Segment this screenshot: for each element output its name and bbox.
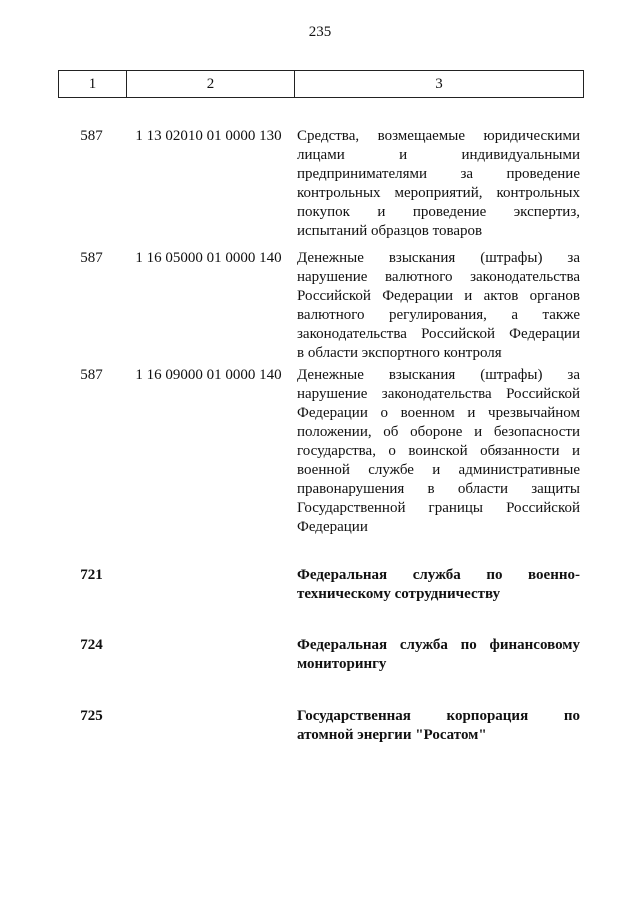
column-header-row xyxy=(59,71,584,98)
column-header-table xyxy=(58,70,584,98)
description-line: Российской Федерации и актов органов xyxy=(297,288,580,304)
column-header-2: 2 xyxy=(127,71,295,98)
agency-name xyxy=(297,707,580,745)
revenue-code: 1 16 05000 01 0000 140 xyxy=(135,250,282,266)
revenue-description xyxy=(297,127,580,241)
page-number: 235 xyxy=(308,24,332,40)
admin-code: 724 xyxy=(80,637,103,653)
revenue-code: 1 13 02010 01 0000 130 xyxy=(135,128,282,144)
agency-name-line: мониторингу xyxy=(297,656,387,672)
description-line: испытаний образцов товаров xyxy=(297,223,483,239)
agency-name-line: Федеральная служба по военно- xyxy=(297,567,580,583)
admin-code: 587 xyxy=(80,250,103,266)
description-line: положении, об обороне и безопасности xyxy=(297,424,580,440)
description-line: правонарушения в области защиты xyxy=(297,481,580,497)
description-line: валютного регулирования, а также xyxy=(297,307,580,323)
description-line: Федерации о военном и чрезвычайном xyxy=(297,405,580,421)
description-line: лицами и индивидуальными xyxy=(297,147,580,163)
admin-code: 587 xyxy=(80,128,103,144)
admin-code: 725 xyxy=(80,708,103,724)
description-line: Средства, возмещаемые юридическими xyxy=(297,128,580,144)
agency-name xyxy=(297,636,580,674)
agency-name-line: техническому сотрудничеству xyxy=(297,586,501,602)
description-line: нарушение валютного законодательства xyxy=(297,269,580,285)
description-line: Денежные взыскания (штрафы) за xyxy=(297,250,580,266)
admin-code: 587 xyxy=(80,367,103,383)
revenue-description xyxy=(297,249,580,363)
agency-name xyxy=(297,566,580,604)
column-header-1: 1 xyxy=(59,71,127,98)
agency-name-line: Государственная корпорация по xyxy=(297,708,580,724)
agency-name-line: Федеральная служба по финансовому xyxy=(297,637,580,653)
description-line: военной службе и административные xyxy=(297,462,580,478)
agency-name-line: атомной энергии "Росатом" xyxy=(297,727,487,743)
description-line: нарушение законодательства Российской xyxy=(297,386,580,402)
description-line: покупок и проведение экспертиз, xyxy=(297,204,580,220)
column-header-3: 3 xyxy=(295,71,584,98)
revenue-code: 1 16 09000 01 0000 140 xyxy=(135,367,282,383)
description-line: контрольных мероприятий, контрольных xyxy=(297,185,580,201)
description-line: в области экспортного контроля xyxy=(297,345,502,361)
description-line: Денежные взыскания (штрафы) за xyxy=(297,367,580,383)
description-line: Федерации xyxy=(297,519,368,535)
description-line: государства, о воинской обязанности и xyxy=(297,443,580,459)
admin-code: 721 xyxy=(80,567,103,583)
description-line: Государственной границы Российской xyxy=(297,500,580,516)
revenue-description xyxy=(297,366,580,537)
description-line: предпринимателями за проведение xyxy=(297,166,580,182)
description-line: законодательства Российской Федерации xyxy=(297,326,580,342)
